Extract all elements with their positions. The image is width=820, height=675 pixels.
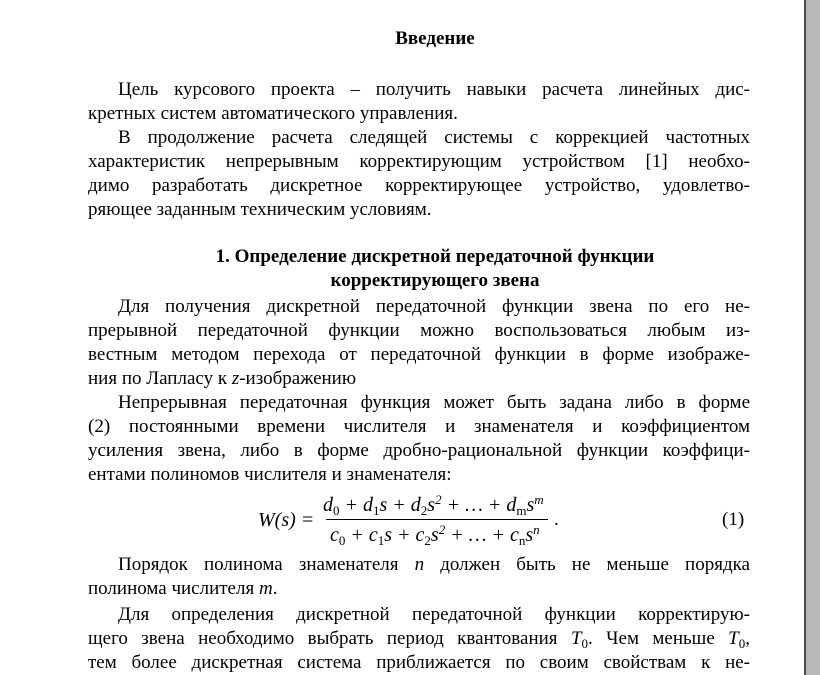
formula-period: . bbox=[554, 509, 559, 530]
intro-p2-line1: В продолжение расчета следящей системы с коррекцией частотных bbox=[118, 127, 750, 148]
formula-number: (1) bbox=[722, 509, 745, 530]
section-1-p1-line4: ния по Лапласу к z-изображению bbox=[88, 368, 357, 389]
section-1-p3-line2: полинома числителя m. bbox=[88, 578, 278, 599]
section-1-p4-line3: тем более дискретная система приближается по своим свойствам к не- bbox=[88, 652, 750, 673]
section-1-p3-line1: Порядок полинома знаменателя n должен быть не меньше порядка bbox=[118, 554, 750, 575]
section-1-p4-line2: щего звена необходимо выбрать период квантования $T_0$. Чем меньше $T_0$, bbox=[88, 628, 750, 651]
intro-p2-line4: ряющее заданным техническим условиям. bbox=[88, 199, 432, 220]
section-1-p1-line2: прерывной передаточной функции можно воспользоваться любым из- bbox=[88, 320, 750, 341]
section-1-p2-line4: ентами полиномов числителя и знаменателя: bbox=[88, 464, 452, 485]
section-1-heading-line1: 1. Определение дискретной передаточной функции bbox=[215, 246, 655, 267]
formula-denominator: $c_0 + c_1s + c_2s^2$ + … + $c_ns^n$ bbox=[330, 522, 540, 548]
formula-numerator: $d_0 + d_1s + d_2s^2$ + … + $d_ms^m$ bbox=[323, 492, 544, 518]
section-1-p2-line3: усиления звена, либо в форме дробно-рациональной функции коэффици- bbox=[88, 440, 750, 461]
intro-p2-line2: характеристик непрерывным корректирующим устройством [1] необхо- bbox=[88, 151, 750, 172]
fraction-bar bbox=[326, 519, 548, 520]
intro-p1-line1: Цель курсового проекта – получить навыки расчета линейных дис- bbox=[118, 79, 750, 100]
section-1-p1-line1: Для получения дискретной передаточной функции звена по его не- bbox=[118, 296, 750, 317]
section-1-heading-line2: корректирующего звена bbox=[330, 270, 540, 291]
section-1-p2-line1: Непрерывная передаточная функция может быть задана либо в форме bbox=[118, 392, 750, 413]
intro-p1-line2: кретных систем автоматического управления. bbox=[88, 103, 458, 124]
page-title: Введение bbox=[395, 28, 475, 49]
intro-p2-line3: димо разработать дискретное корректирующее устройство, удовлетво- bbox=[88, 175, 750, 196]
window-right-margin bbox=[806, 0, 820, 675]
section-1-p1-line3: вестным методом перехода от передаточной функции в форме изображе- bbox=[88, 344, 750, 365]
section-1-p2-line2: (2) постоянными времени числителя и знаменателя и коэффициентом bbox=[88, 416, 750, 437]
section-1-p4-line1: Для определения дискретной передаточной функции корректирую- bbox=[118, 604, 750, 625]
formula-1 bbox=[258, 492, 578, 552]
formula-lhs: W(s) = bbox=[258, 509, 315, 531]
